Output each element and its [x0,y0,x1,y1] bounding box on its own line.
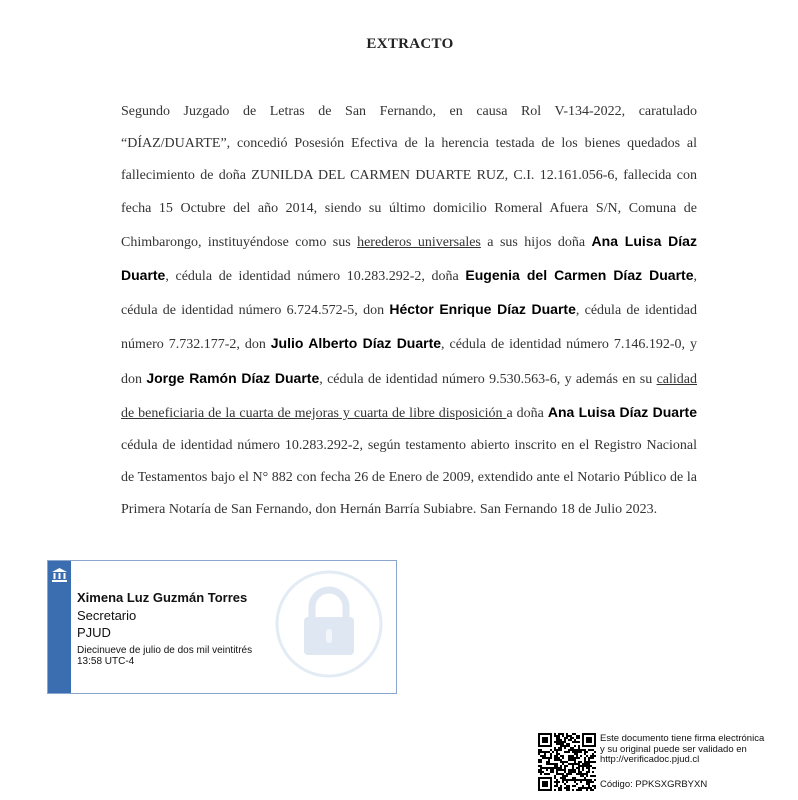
signature-time: 13:58 UTC-4 [77,656,135,667]
institution-icon [51,567,68,583]
body-text-9: cédula de identidad número 10.283.292-2, según testamento abierto inscrito en el Registro Nacional de Testamentos bajo el N° 882 con fecha 26 de Enero de 2009, extendido ante el Notario Público de la Primera Notaría de San Fernando, don Hernán Barría Subiabre. San Fernando 18 de Julio 2023. [121,438,697,518]
signature-date: Diecinueve de julio de dos mil veintitrés [77,645,253,656]
heir-name-3: Héctor Enrique Díaz Duarte [389,301,576,318]
signer-name: Ximena Luz Guzmán Torres [77,590,248,605]
document-title: EXTRACTO [366,36,454,52]
underlined-herederos: herederos universales [357,234,481,250]
verification-url[interactable]: http://verificadoc.pjud.cl [600,754,700,765]
body-text-3: , cédula de identidad número 10.283.292-2, doña [165,269,466,285]
heir-name-2: Eugenia del Carmen Díaz Duarte [465,267,694,284]
heir-name-6: Ana Luisa Díaz Duarte [547,403,697,420]
body-text-2: a sus hijos doña [480,234,592,250]
heir-name-1: Ana Luisa Díaz Duarte [121,232,697,284]
heir-name-5: Jorge Ramón Díaz Duarte [146,369,320,386]
lock-icon [274,569,384,679]
body-text-5: , cédula de identidad número 7.732.177-2, don [121,303,697,353]
signature-sidebar [48,561,71,693]
qr-code-icon [538,733,596,791]
body-text-6: , cédula de identidad número 7.146.192-0, y don [121,337,697,387]
verification-line-1: Este documento tiene firma electrónica [600,733,765,744]
body-text-7: , cédula de identidad número 9.530.563-6, y además en su [319,371,657,387]
verification-line-2: y su original puede ser validado en [600,743,747,755]
heir-name-4: Julio Alberto Díaz Duarte [270,335,442,352]
signer-org: PJUD [77,625,111,640]
verification-code: Código: PPKSXGRBYXN [600,779,708,790]
body-text-8: a doña [506,405,548,421]
underlined-calidad: calidad de beneficiaria de la cuarta de mejoras y cuarta de libre disposición [121,371,697,421]
signer-role: Secretario [77,608,137,623]
signature-box [47,560,397,694]
document-body [121,96,697,527]
verification-note [600,734,764,766]
signature-text [77,589,252,667]
body-text-1: Segundo Juzgado de Letras de San Fernando, en causa Rol V-134-2022, caratulado “DÍAZ/DUARTE”, concedió Posesión Efectiva de la herencia testada de los bienes quedados al fallecimiento de doña ZUNILDA DEL CARMEN DUARTE RUZ, C.I. 12.161.056-6, fallecida con fecha 15 Octubre del año 2014, siendo su último domicilio Romeral Afuera S/N, Comuna de Chimbarongo, instituyéndose como sus [121,104,697,250]
body-text-4: , cédula de identidad número 6.724.572-5, don [121,269,697,319]
